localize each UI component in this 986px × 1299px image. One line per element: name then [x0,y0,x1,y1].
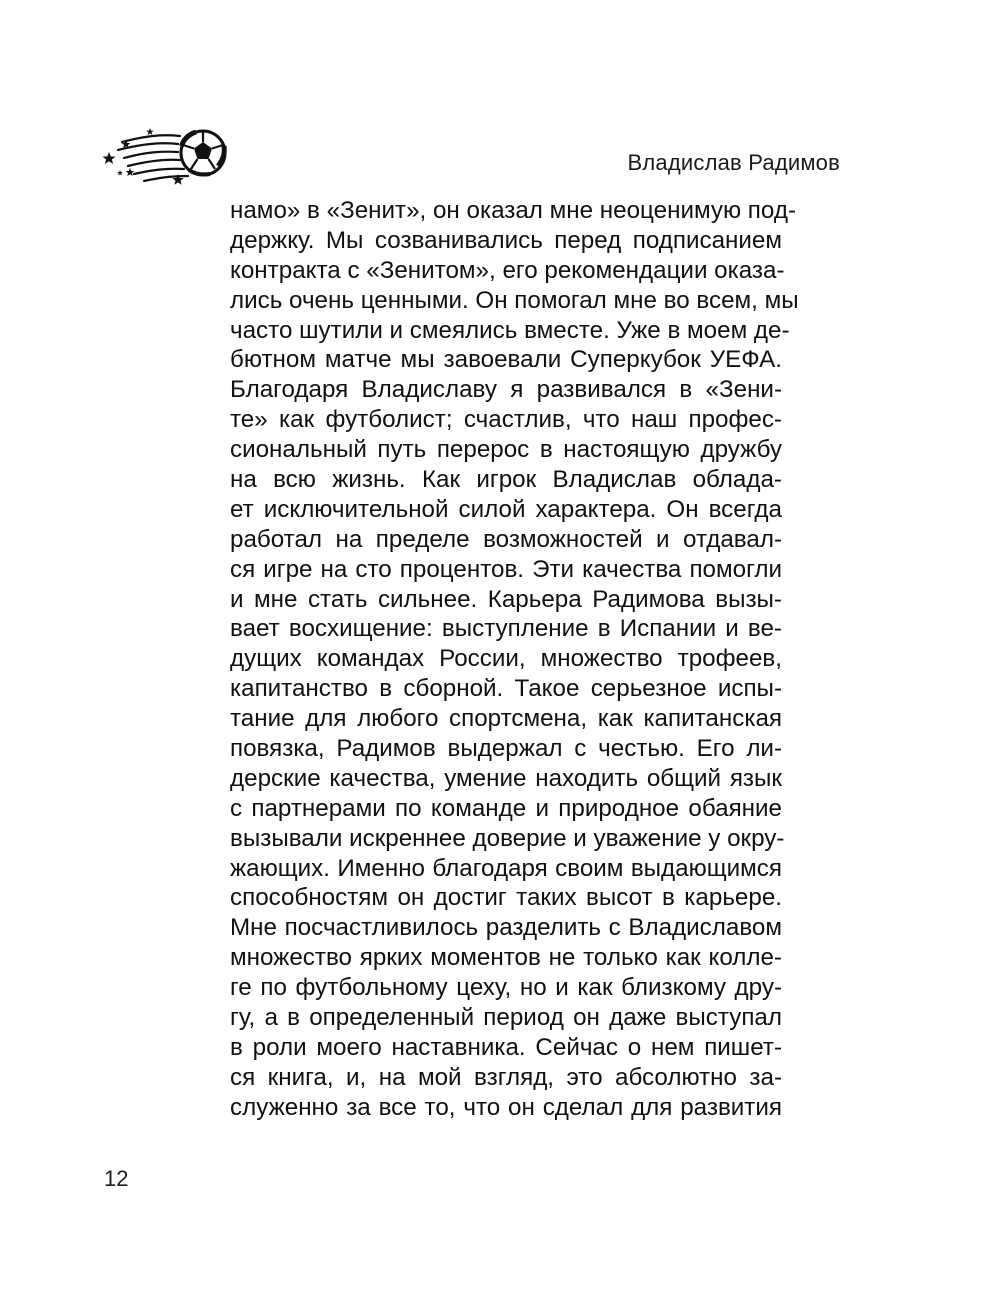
text-line: лись очень ценными. Он помогал мне во всем, мы [230,286,799,314]
text-line: капитанство в сборной. Такое серьезное испы- [230,675,782,703]
text-line: вызывали искреннее доверие и уважение у окру- [230,824,785,852]
text-line: ся книга, и, на мой взгляд, это абсолютно за- [230,1063,782,1091]
text-line: вает восхищение: выступление в Испании и ве- [230,615,782,643]
text-line: с партнерами по команде и природное обаяние [230,794,782,822]
text-line: ет исключительной силой характера. Он всегда [230,495,782,523]
text-line: Мне посчастливилось разделить с Владиславом [230,914,782,942]
text-line: те» как футболист; счастлив, что наш профес- [230,406,782,434]
text-line: на всю жизнь. Как игрок Владислав облада- [230,466,782,494]
text-line: жающих. Именно благодаря своим выдающимся [230,854,782,882]
text-line: способностям он достиг таких высот в карьере. [230,884,782,912]
text-line: намо» в «Зенит», он оказал мне неоценимую под- [230,197,796,224]
text-line: служенно за все то, что он сделал для развития [230,1093,782,1121]
soccer-ball-stars-icon [100,124,230,190]
body-text [230,196,799,1123]
text-line: ся игре на сто процентов. Эти качества помогли [230,555,782,583]
text-line: и мне стать сильнее. Карьера Радимова вызы- [230,585,782,613]
text-line: дущих командах России, множество трофеев, [230,645,782,673]
text-line: бютном матче мы завоевали Суперкубок УЕФА. [230,346,782,374]
running-head: Владислав Радимов [627,150,840,175]
text-line: повязка, Радимов выдержал с честью. Его ли- [230,735,782,763]
text-line: Благодаря Владиславу я развивался в «Зени- [230,376,782,404]
text-line: в роли моего наставника. Сейчас о нем пишет- [230,1033,782,1061]
text-line: дерские качества, умение находить общий язык [230,764,782,792]
text-line: сиональный путь перерос в настоящую дружбу [230,436,782,464]
text-line: тание для любого спортсмена, как капитанская [230,705,782,733]
text-line: контракта с «Зенитом», его рекомендации оказа- [230,256,785,284]
text-line: часто шутили и смеялись вместе. Уже в моем де- [230,316,790,344]
text-line: держку. Мы созванивались перед подписанием [230,226,782,254]
text-line: ге по футбольному цеху, но и как близкому дру- [230,974,782,1002]
text-line: работал на пределе возможностей и отдавал- [230,525,782,553]
page-number: 12 [104,1166,129,1191]
text-line: гу, а в определенный период он даже выступал [230,1004,782,1032]
text-line: множество ярких моментов не только как колле- [230,944,782,972]
